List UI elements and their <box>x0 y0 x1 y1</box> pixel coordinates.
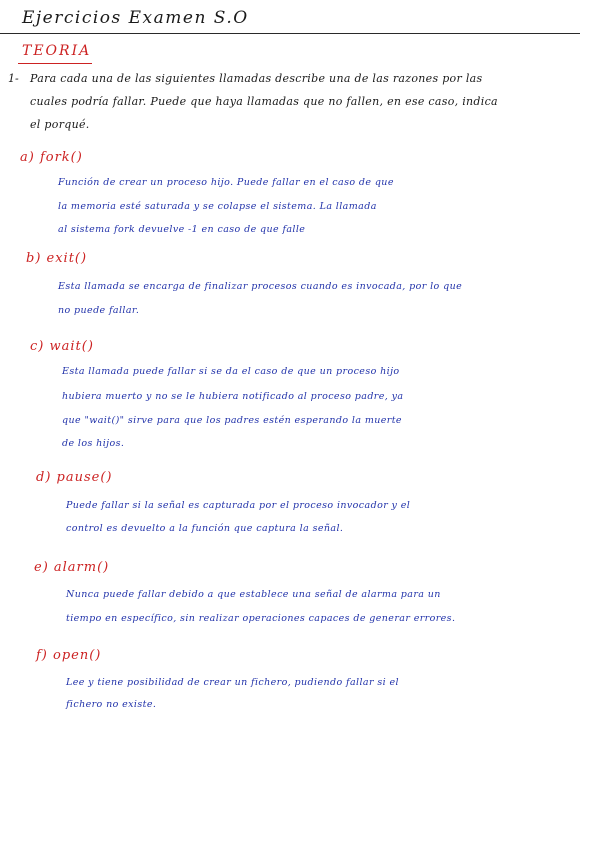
answer-line: al sistema fork devuelve -1 en caso de que falle <box>58 224 306 235</box>
answer-line: tiempo en específico, sin realizar operaciones capaces de generar errores. <box>66 613 456 624</box>
answer-line: Esta llamada puede fallar si se da el caso de que un proceso hijo <box>62 366 400 377</box>
answer-line: Esta llamada se encarga de finalizar procesos cuando es invocada, por lo que <box>58 281 463 292</box>
item-label-open: f) open() <box>36 648 102 663</box>
item-label-exit: b) exit() <box>26 251 88 266</box>
page-title: Ejercicios Examen S.O <box>22 8 249 28</box>
answer-line: control es devuelto a la función que captura la señal. <box>66 523 344 534</box>
answer-line: Lee y tiene posibilidad de crear un fichero, pudiendo fallar si el <box>66 677 399 688</box>
item-label-fork: a) fork() <box>20 150 83 165</box>
answer-line: no puede fallar. <box>58 305 140 316</box>
answer-line: Nunca puede fallar debido a que establece una señal de alarma para un <box>66 589 441 600</box>
answer-line: que "wait()" sirve para que los padres estén esperando la muerte <box>62 415 402 426</box>
question-number: 1- <box>8 72 19 85</box>
question-line: Para cada una de las siguientes llamadas describe una de las razones por las <box>30 72 483 85</box>
answer-line: hubiera muerto y no se le hubiera notificado al proceso padre, ya <box>62 391 404 402</box>
question-line: cuales podría fallar. Puede que haya llamadas que no fallen, en ese caso, indica <box>30 95 498 108</box>
section-underline <box>18 63 92 64</box>
item-label-alarm: e) alarm() <box>34 560 110 575</box>
answer-line: Función de crear un proceso hijo. Puede fallar en el caso de que <box>58 177 394 188</box>
item-label-wait: c) wait() <box>30 339 94 354</box>
answer-line: fichero no existe. <box>66 699 157 710</box>
section-heading: TEORIA <box>22 43 92 59</box>
title-underline <box>0 33 580 34</box>
item-label-pause: d) pause() <box>36 470 113 485</box>
question-line: el porqué. <box>30 118 90 131</box>
answer-line: la memoria esté saturada y se colapse el sistema. La llamada <box>58 201 377 212</box>
answer-line: Puede fallar si la señal es capturada por el proceso invocador y el <box>66 500 411 511</box>
answer-line: de los hijos. <box>62 438 125 449</box>
